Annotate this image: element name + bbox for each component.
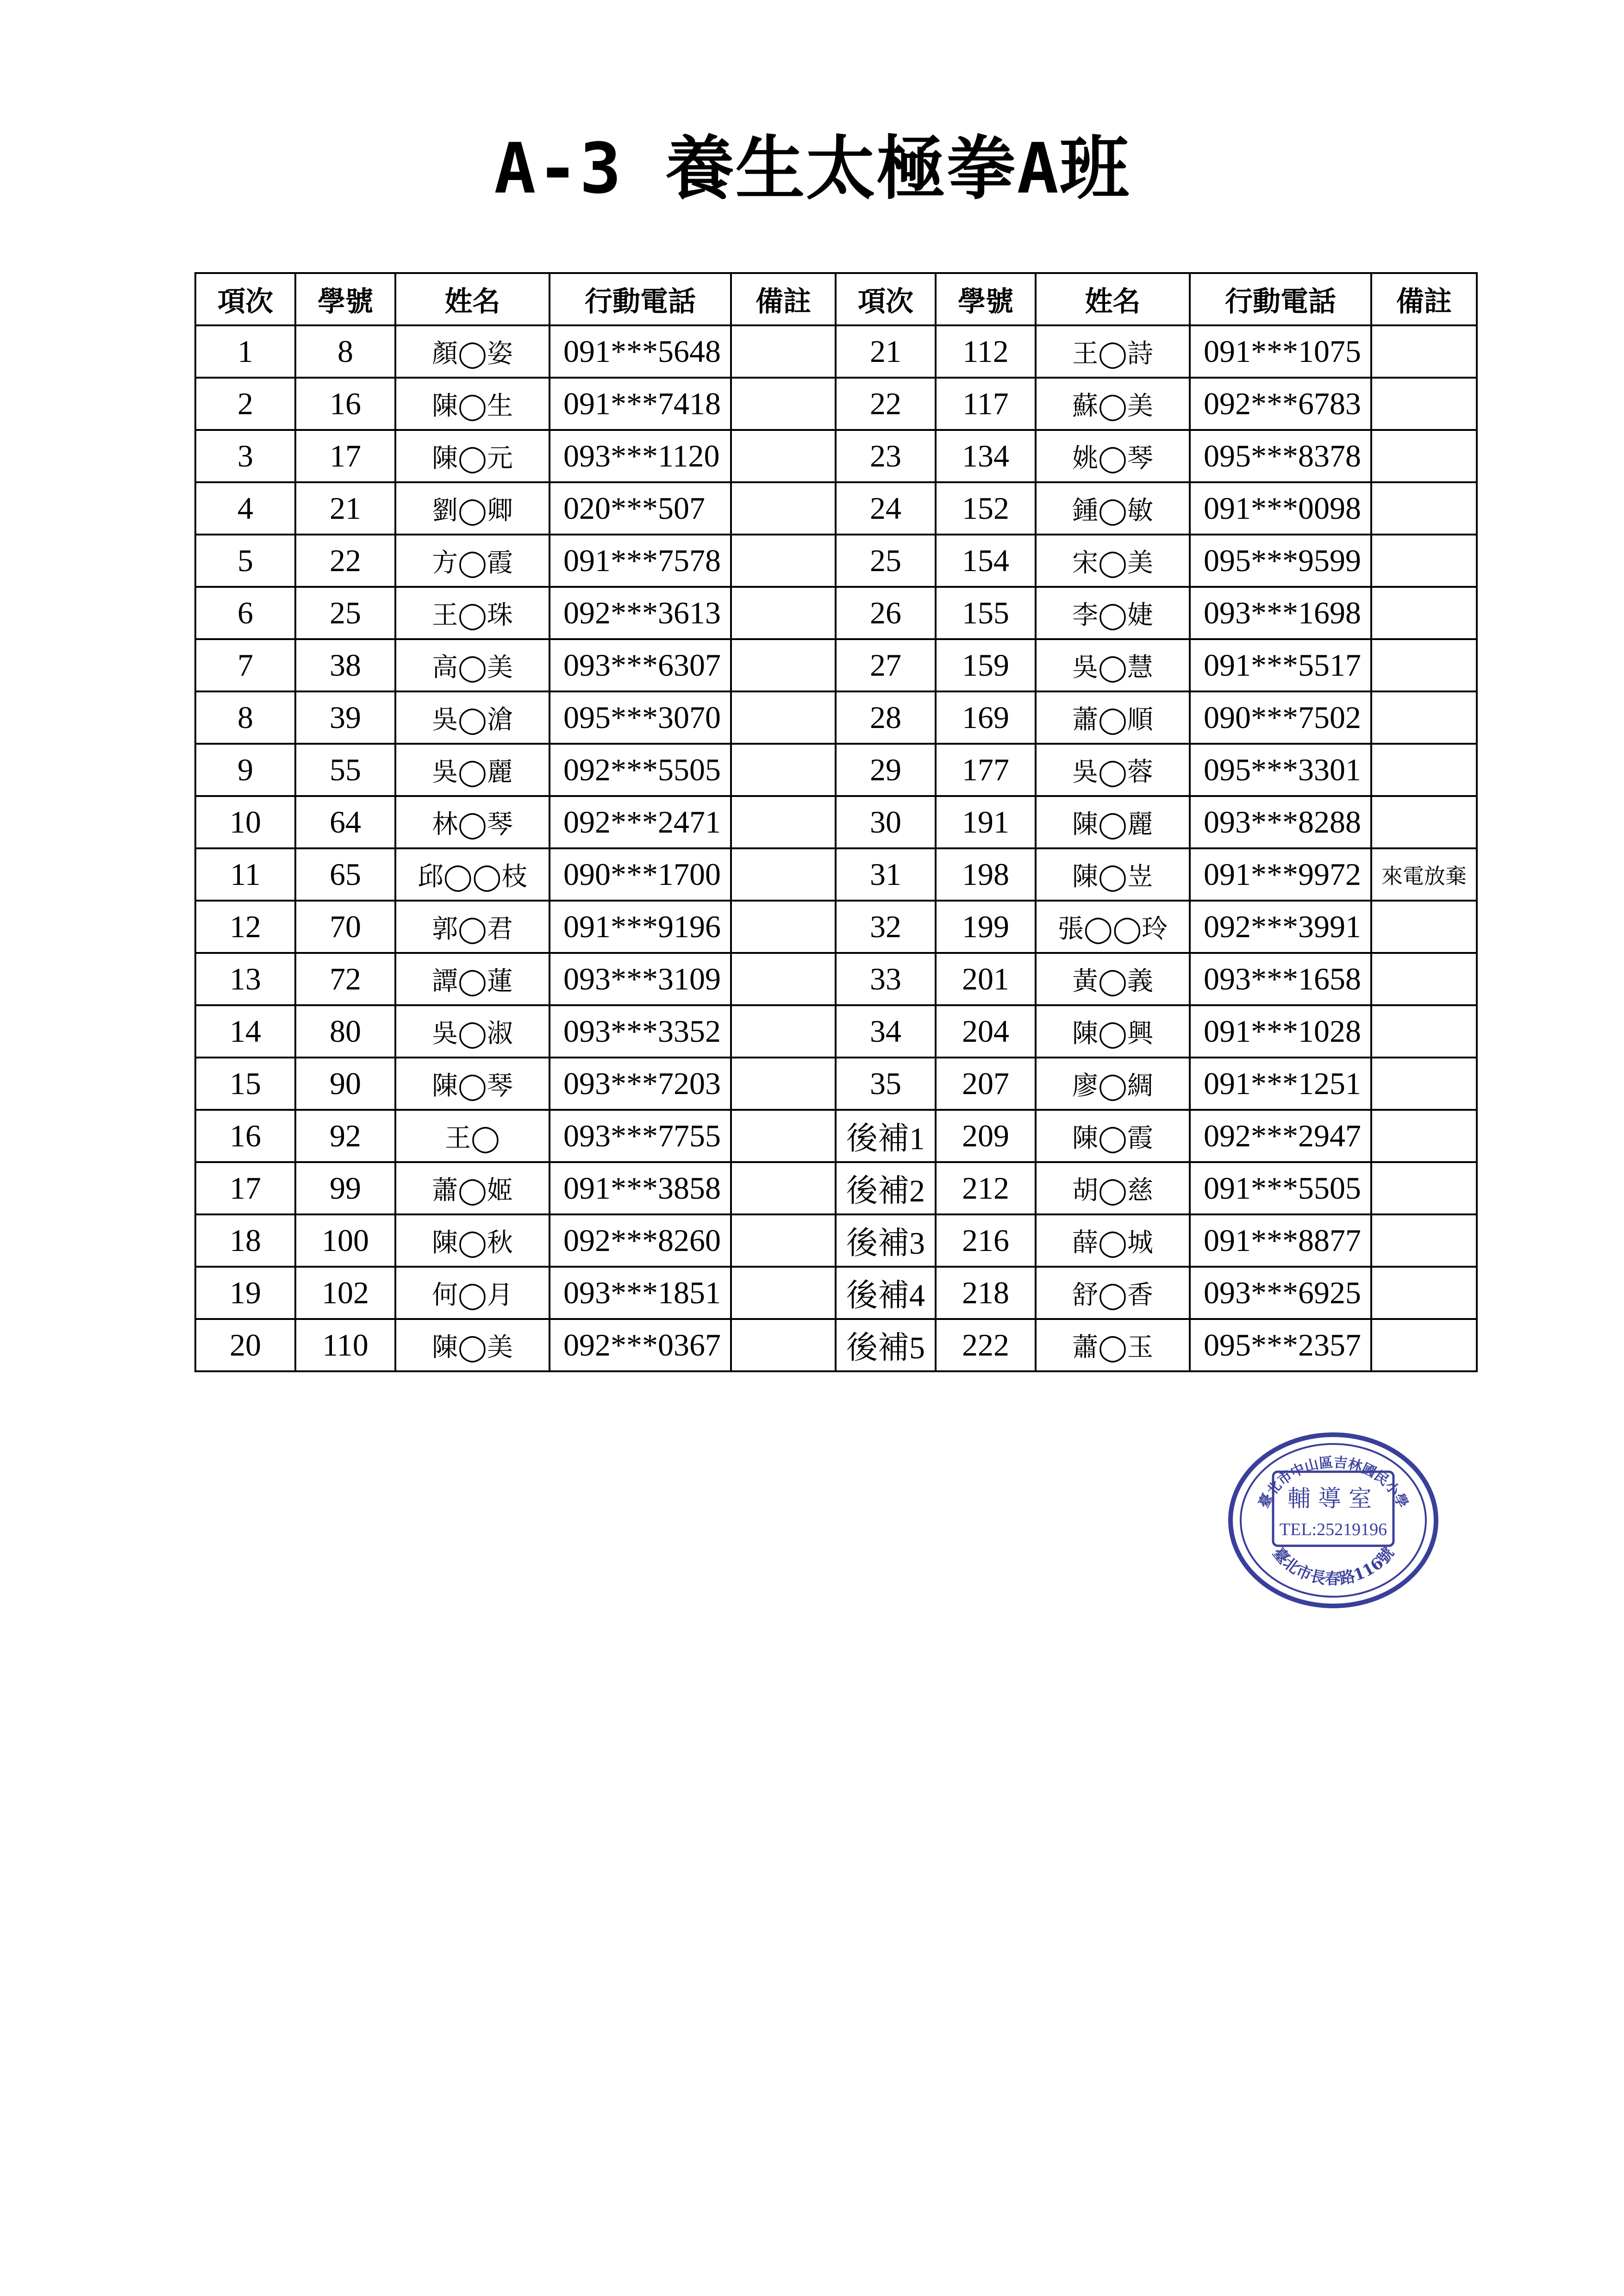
seal-tel-text: TEL:25219196 xyxy=(1279,1520,1387,1539)
cell-mobile-phone: 092***2947 xyxy=(1190,1110,1371,1162)
cell-remarks xyxy=(731,1319,836,1371)
cell-remarks xyxy=(1371,1005,1477,1058)
cell-mobile-phone: 092***5505 xyxy=(550,744,731,796)
cell-student-id: 155 xyxy=(936,587,1036,639)
cell-mobile-phone: 092***8260 xyxy=(550,1214,731,1267)
cell-remarks xyxy=(731,1214,836,1267)
cell-mobile-phone: 093***3352 xyxy=(550,1005,731,1058)
cell-student-id: 100 xyxy=(295,1214,395,1267)
cell-item-no: 24 xyxy=(836,482,936,535)
cell-mobile-phone: 095***2357 xyxy=(1190,1319,1371,1371)
cell-mobile-phone: 091***9972 xyxy=(1190,848,1371,901)
cell-student-id: 177 xyxy=(936,744,1036,796)
table-row xyxy=(195,1319,1477,1371)
cell-name: 舒◯香 xyxy=(1036,1267,1190,1319)
cell-mobile-phone: 093***1851 xyxy=(550,1267,731,1319)
cell-remarks xyxy=(731,901,836,953)
cell-mobile-phone: 092***6783 xyxy=(1190,378,1371,430)
cell-item-no: 6 xyxy=(195,587,295,639)
cell-mobile-phone: 092***2471 xyxy=(550,796,731,848)
cell-remarks xyxy=(731,325,836,378)
cell-student-id: 64 xyxy=(295,796,395,848)
cell-name: 蘇◯美 xyxy=(1036,378,1190,430)
cell-mobile-phone: 091***7418 xyxy=(550,378,731,430)
cell-student-id: 102 xyxy=(295,1267,395,1319)
cell-mobile-phone: 091***9196 xyxy=(550,901,731,953)
cell-student-id: 99 xyxy=(295,1162,395,1214)
cell-student-id: 38 xyxy=(295,639,395,691)
cell-mobile-phone: 093***8288 xyxy=(1190,796,1371,848)
cell-remarks xyxy=(1371,587,1477,639)
cell-item-no: 後補2 xyxy=(836,1162,936,1214)
cell-name: 宋◯美 xyxy=(1036,535,1190,587)
cell-item-no: 5 xyxy=(195,535,295,587)
cell-item-no: 2 xyxy=(195,378,295,430)
cell-remarks xyxy=(731,744,836,796)
cell-student-id: 159 xyxy=(936,639,1036,691)
table-row xyxy=(195,744,1477,796)
cell-remarks xyxy=(731,482,836,535)
cell-mobile-phone: 092***3613 xyxy=(550,587,731,639)
cell-remarks xyxy=(1371,482,1477,535)
table-row xyxy=(195,796,1477,848)
seal-office-text: 輔導室 xyxy=(1287,1485,1379,1512)
cell-remarks xyxy=(1371,744,1477,796)
cell-mobile-phone: 091***8877 xyxy=(1190,1214,1371,1267)
cell-item-no: 31 xyxy=(836,848,936,901)
cell-item-no: 26 xyxy=(836,587,936,639)
table-row xyxy=(195,1058,1477,1110)
cell-name: 蕭◯姬 xyxy=(395,1162,550,1214)
cell-name: 陳◯美 xyxy=(395,1319,550,1371)
cell-name: 方◯霞 xyxy=(395,535,550,587)
cell-item-no: 17 xyxy=(195,1162,295,1214)
table-row xyxy=(195,482,1477,535)
cell-student-id: 117 xyxy=(936,378,1036,430)
cell-remarks xyxy=(731,953,836,1005)
cell-remarks xyxy=(731,430,836,482)
cell-item-no: 後補4 xyxy=(836,1267,936,1319)
cell-mobile-phone: 095***8378 xyxy=(1190,430,1371,482)
cell-item-no: 13 xyxy=(195,953,295,1005)
cell-item-no: 18 xyxy=(195,1214,295,1267)
table-row xyxy=(195,1267,1477,1319)
cell-name: 陳◯興 xyxy=(1036,1005,1190,1058)
cell-mobile-phone: 092***3991 xyxy=(1190,901,1371,953)
cell-mobile-phone: 090***7502 xyxy=(1190,691,1371,744)
cell-name: 陳◯琴 xyxy=(395,1058,550,1110)
cell-student-id: 216 xyxy=(936,1214,1036,1267)
cell-student-id: 199 xyxy=(936,901,1036,953)
cell-item-no: 14 xyxy=(195,1005,295,1058)
cell-item-no: 15 xyxy=(195,1058,295,1110)
cell-student-id: 209 xyxy=(936,1110,1036,1162)
cell-student-id: 222 xyxy=(936,1319,1036,1371)
table-row xyxy=(195,901,1477,953)
cell-mobile-phone: 095***3301 xyxy=(1190,744,1371,796)
roster-table xyxy=(194,272,1478,1372)
table-row xyxy=(195,1214,1477,1267)
cell-name: 何◯月 xyxy=(395,1267,550,1319)
cell-name: 陳◯元 xyxy=(395,430,550,482)
cell-name: 陳◯岦 xyxy=(1036,848,1190,901)
cell-name: 王◯ xyxy=(395,1110,550,1162)
cell-student-id: 16 xyxy=(295,378,395,430)
cell-item-no: 20 xyxy=(195,1319,295,1371)
table-row xyxy=(195,639,1477,691)
cell-student-id: 169 xyxy=(936,691,1036,744)
cell-name: 姚◯琴 xyxy=(1036,430,1190,482)
cell-name: 廖◯綢 xyxy=(1036,1058,1190,1110)
cell-item-no: 3 xyxy=(195,430,295,482)
cell-student-id: 72 xyxy=(295,953,395,1005)
cell-name: 張◯◯玲 xyxy=(1036,901,1190,953)
cell-remarks xyxy=(1371,1058,1477,1110)
cell-student-id: 110 xyxy=(295,1319,395,1371)
cell-student-id: 201 xyxy=(936,953,1036,1005)
cell-item-no: 19 xyxy=(195,1267,295,1319)
cell-name: 鍾◯敏 xyxy=(1036,482,1190,535)
cell-student-id: 207 xyxy=(936,1058,1036,1110)
cell-item-no: 8 xyxy=(195,691,295,744)
header-name: 姓名 xyxy=(395,273,550,325)
school-seal xyxy=(1224,1428,1442,1613)
header-name: 姓名 xyxy=(1036,273,1190,325)
cell-item-no: 10 xyxy=(195,796,295,848)
header-item-no: 項次 xyxy=(836,273,936,325)
table-row xyxy=(195,691,1477,744)
cell-item-no: 7 xyxy=(195,639,295,691)
cell-remarks xyxy=(1371,1267,1477,1319)
cell-name: 陳◯麗 xyxy=(1036,796,1190,848)
cell-item-no: 12 xyxy=(195,901,295,953)
cell-remarks xyxy=(731,796,836,848)
cell-name: 郭◯君 xyxy=(395,901,550,953)
cell-item-no: 後補5 xyxy=(836,1319,936,1371)
cell-item-no: 35 xyxy=(836,1058,936,1110)
cell-remarks xyxy=(731,691,836,744)
cell-item-no: 1 xyxy=(195,325,295,378)
cell-student-id: 22 xyxy=(295,535,395,587)
cell-item-no: 後補1 xyxy=(836,1110,936,1162)
cell-mobile-phone: 091***1075 xyxy=(1190,325,1371,378)
cell-remarks xyxy=(1371,691,1477,744)
cell-name: 陳◯霞 xyxy=(1036,1110,1190,1162)
cell-student-id: 152 xyxy=(936,482,1036,535)
cell-remarks xyxy=(1371,1162,1477,1214)
cell-student-id: 218 xyxy=(936,1267,1036,1319)
cell-student-id: 154 xyxy=(936,535,1036,587)
cell-name: 顏◯姿 xyxy=(395,325,550,378)
cell-name: 薛◯城 xyxy=(1036,1214,1190,1267)
cell-item-no: 21 xyxy=(836,325,936,378)
header-mobile-phone: 行動電話 xyxy=(550,273,731,325)
cell-item-no: 32 xyxy=(836,901,936,953)
cell-name: 邱◯◯枝 xyxy=(395,848,550,901)
cell-mobile-phone: 091***3858 xyxy=(550,1162,731,1214)
cell-remarks xyxy=(731,1110,836,1162)
cell-item-no: 25 xyxy=(836,535,936,587)
cell-name: 蕭◯玉 xyxy=(1036,1319,1190,1371)
cell-remarks xyxy=(1371,1214,1477,1267)
cell-item-no: 28 xyxy=(836,691,936,744)
table-row xyxy=(195,535,1477,587)
cell-item-no: 4 xyxy=(195,482,295,535)
cell-remarks: 來電放棄 xyxy=(1371,848,1477,901)
cell-student-id: 17 xyxy=(295,430,395,482)
cell-student-id: 39 xyxy=(295,691,395,744)
cell-remarks xyxy=(731,848,836,901)
cell-mobile-phone: 095***3070 xyxy=(550,691,731,744)
cell-name: 吳◯慧 xyxy=(1036,639,1190,691)
cell-remarks xyxy=(1371,639,1477,691)
cell-remarks xyxy=(731,1005,836,1058)
seal-bottom-arc-text: 臺北市長春路116號 xyxy=(1268,1543,1398,1588)
cell-mobile-phone: 091***1028 xyxy=(1190,1005,1371,1058)
cell-mobile-phone: 091***1251 xyxy=(1190,1058,1371,1110)
cell-item-no: 34 xyxy=(836,1005,936,1058)
cell-remarks xyxy=(731,1267,836,1319)
cell-item-no: 22 xyxy=(836,378,936,430)
cell-student-id: 198 xyxy=(936,848,1036,901)
cell-name: 譚◯蓮 xyxy=(395,953,550,1005)
cell-mobile-phone: 095***9599 xyxy=(1190,535,1371,587)
cell-remarks xyxy=(731,378,836,430)
cell-name: 黃◯義 xyxy=(1036,953,1190,1005)
table-row xyxy=(195,587,1477,639)
cell-student-id: 134 xyxy=(936,430,1036,482)
cell-name: 林◯琴 xyxy=(395,796,550,848)
cell-item-no: 後補3 xyxy=(836,1214,936,1267)
cell-remarks xyxy=(731,1162,836,1214)
cell-student-id: 25 xyxy=(295,587,395,639)
roster-body xyxy=(195,325,1477,1371)
cell-remarks xyxy=(1371,796,1477,848)
page-title: A-3 養生太極拳A班 xyxy=(494,129,1130,209)
header-student-id: 學號 xyxy=(295,273,395,325)
table-row xyxy=(195,430,1477,482)
cell-remarks xyxy=(1371,1319,1477,1371)
cell-mobile-phone: 093***7203 xyxy=(550,1058,731,1110)
cell-student-id: 90 xyxy=(295,1058,395,1110)
cell-mobile-phone: 020***507 xyxy=(550,482,731,535)
cell-student-id: 80 xyxy=(295,1005,395,1058)
header-remarks: 備註 xyxy=(731,273,836,325)
header-mobile-phone: 行動電話 xyxy=(1190,273,1371,325)
cell-remarks xyxy=(731,1058,836,1110)
cell-remarks xyxy=(1371,325,1477,378)
cell-remarks xyxy=(731,587,836,639)
cell-item-no: 29 xyxy=(836,744,936,796)
header-remarks: 備註 xyxy=(1371,273,1477,325)
cell-remarks xyxy=(731,535,836,587)
cell-name: 李◯婕 xyxy=(1036,587,1190,639)
cell-student-id: 212 xyxy=(936,1162,1036,1214)
header-student-id: 學號 xyxy=(936,273,1036,325)
cell-remarks xyxy=(1371,953,1477,1005)
cell-mobile-phone: 093***6925 xyxy=(1190,1267,1371,1319)
cell-student-id: 70 xyxy=(295,901,395,953)
cell-mobile-phone: 090***1700 xyxy=(550,848,731,901)
table-row xyxy=(195,848,1477,901)
cell-name: 吳◯淑 xyxy=(395,1005,550,1058)
cell-name: 高◯美 xyxy=(395,639,550,691)
cell-name: 陳◯生 xyxy=(395,378,550,430)
cell-name: 吳◯麗 xyxy=(395,744,550,796)
cell-student-id: 65 xyxy=(295,848,395,901)
cell-name: 王◯詩 xyxy=(1036,325,1190,378)
table-row xyxy=(195,325,1477,378)
cell-student-id: 92 xyxy=(295,1110,395,1162)
cell-mobile-phone: 091***5517 xyxy=(1190,639,1371,691)
cell-item-no: 27 xyxy=(836,639,936,691)
cell-name: 蕭◯順 xyxy=(1036,691,1190,744)
cell-mobile-phone: 093***1658 xyxy=(1190,953,1371,1005)
cell-name: 胡◯慈 xyxy=(1036,1162,1190,1214)
header-item-no: 項次 xyxy=(195,273,295,325)
cell-remarks xyxy=(731,639,836,691)
cell-mobile-phone: 091***7578 xyxy=(550,535,731,587)
cell-remarks xyxy=(1371,1110,1477,1162)
cell-mobile-phone: 093***1698 xyxy=(1190,587,1371,639)
cell-name: 吳◯滄 xyxy=(395,691,550,744)
cell-name: 王◯珠 xyxy=(395,587,550,639)
cell-item-no: 23 xyxy=(836,430,936,482)
cell-student-id: 21 xyxy=(295,482,395,535)
cell-student-id: 204 xyxy=(936,1005,1036,1058)
cell-student-id: 191 xyxy=(936,796,1036,848)
cell-mobile-phone: 091***0098 xyxy=(1190,482,1371,535)
cell-remarks xyxy=(1371,535,1477,587)
cell-student-id: 112 xyxy=(936,325,1036,378)
table-row xyxy=(195,378,1477,430)
cell-mobile-phone: 093***3109 xyxy=(550,953,731,1005)
table-row xyxy=(195,1162,1477,1214)
seal-top-arc-text: 臺北市中山區吉林國民小學 xyxy=(1255,1454,1411,1511)
cell-item-no: 16 xyxy=(195,1110,295,1162)
cell-remarks xyxy=(1371,430,1477,482)
table-row xyxy=(195,953,1477,1005)
cell-student-id: 55 xyxy=(295,744,395,796)
cell-mobile-phone: 092***0367 xyxy=(550,1319,731,1371)
table-row xyxy=(195,1005,1477,1058)
table-row xyxy=(195,1110,1477,1162)
cell-mobile-phone: 091***5505 xyxy=(1190,1162,1371,1214)
cell-mobile-phone: 093***7755 xyxy=(550,1110,731,1162)
cell-remarks xyxy=(1371,378,1477,430)
cell-item-no: 11 xyxy=(195,848,295,901)
cell-item-no: 33 xyxy=(836,953,936,1005)
cell-name: 劉◯卿 xyxy=(395,482,550,535)
table-header-row xyxy=(195,273,1477,325)
cell-mobile-phone: 093***1120 xyxy=(550,430,731,482)
cell-item-no: 9 xyxy=(195,744,295,796)
cell-remarks xyxy=(1371,901,1477,953)
cell-mobile-phone: 093***6307 xyxy=(550,639,731,691)
cell-item-no: 30 xyxy=(836,796,936,848)
cell-name: 陳◯秋 xyxy=(395,1214,550,1267)
cell-name: 吳◯蓉 xyxy=(1036,744,1190,796)
cell-mobile-phone: 091***5648 xyxy=(550,325,731,378)
cell-student-id: 8 xyxy=(295,325,395,378)
